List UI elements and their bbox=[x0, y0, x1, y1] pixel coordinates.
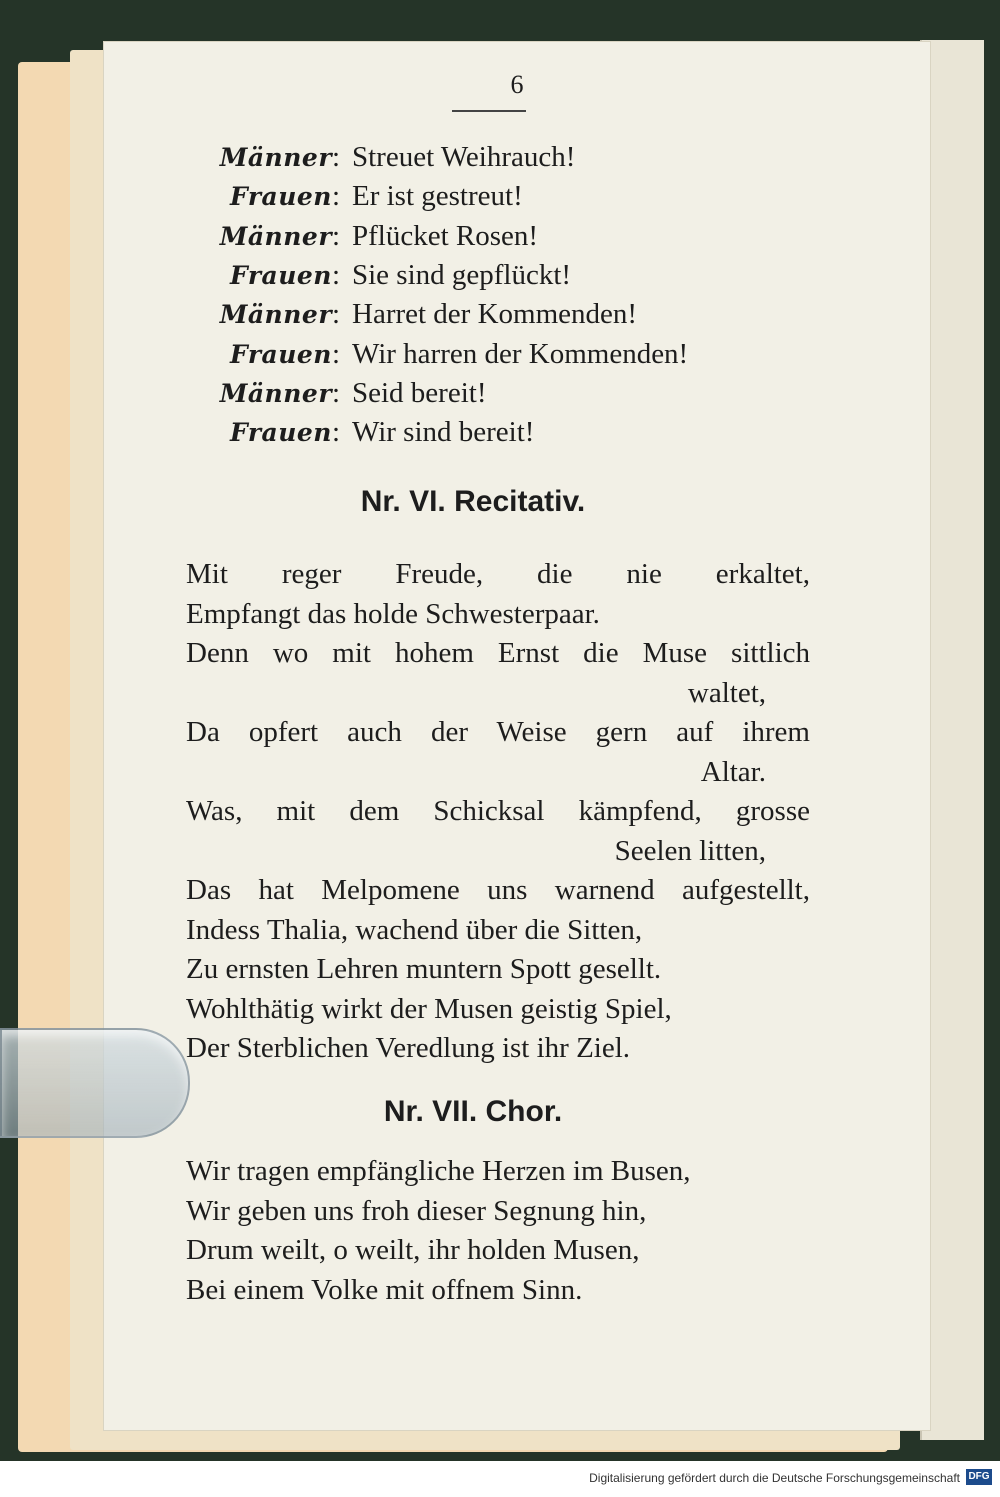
dialog-text: Seid bereit! bbox=[352, 376, 487, 409]
verse-line: Zu ernsten Lehren muntern Spott gesellt. bbox=[186, 953, 662, 985]
verse-line: Drum weilt, o weilt, ihr holden Musen, bbox=[186, 1234, 640, 1266]
verse-line: Wohlthätig wirkt der Musen geistig Spiel, bbox=[186, 992, 672, 1025]
speaker-label: Männer bbox=[219, 143, 332, 173]
dialog-text: Wir sind bereit! bbox=[352, 416, 535, 449]
speaker-label: Männer bbox=[219, 221, 332, 251]
dialog-line: Männer : Pflücket Rosen! bbox=[164, 217, 688, 256]
speaker-label: Männer bbox=[219, 378, 332, 408]
dialog-text: Harret der Kommenden! bbox=[352, 298, 638, 331]
verse-line: Mit reger Freude, die nie erkaltet, bbox=[186, 558, 810, 590]
verse-line: Denn wo mit hohem Ernst die Muse sittlich bbox=[186, 637, 810, 669]
footer-credit: Digitalisierung gefördert durch die Deutsche Forschungsgemeinschaft bbox=[589, 1471, 960, 1485]
dialog-line: Frauen : Wir harren der Kommenden! bbox=[164, 334, 688, 373]
page-number: 6 bbox=[510, 70, 524, 99]
section-heading-chor: Nr. VII. Chor. bbox=[383, 1095, 563, 1128]
verse-line-continuation: waltet, bbox=[687, 676, 766, 709]
recitativ-text bbox=[186, 555, 810, 1069]
dialog-line: Männer : Streuet Weihrauch! bbox=[164, 138, 688, 177]
speaker-label: Männer bbox=[219, 300, 332, 330]
speaker-label: Frauen bbox=[230, 418, 332, 448]
dialog-block bbox=[164, 138, 688, 452]
verse-line: Bei einem Volke mit offnem Sinn. bbox=[186, 1273, 583, 1306]
verse-line: Der Sterblichen Veredlung ist ihr Ziel. bbox=[186, 1032, 631, 1064]
verse-line: Indess Thalia, wachend über die Sitten, bbox=[186, 913, 643, 946]
verse-line: Das hat Melpomene uns warnend aufgestellt, bbox=[186, 874, 810, 906]
dialog-text: Sie sind gepflückt! bbox=[352, 259, 572, 292]
speaker-label: Frauen bbox=[230, 261, 332, 291]
section-heading-recitativ: Nr. VI. Recitativ. bbox=[360, 485, 586, 518]
verse-line: Wir tragen empfängliche Herzen im Busen, bbox=[186, 1155, 691, 1187]
dialog-text: Er ist gestreut! bbox=[352, 180, 523, 213]
dialog-line: Männer : Harret der Kommenden! bbox=[164, 295, 688, 334]
verse-line: Da opfert auch der Weise gern auf ihrem bbox=[186, 716, 810, 748]
speaker-label: Frauen bbox=[230, 339, 332, 369]
page-number-rule bbox=[452, 110, 526, 112]
chor-text bbox=[186, 1152, 810, 1310]
dialog-line: Frauen : Wir sind bereit! bbox=[164, 413, 688, 452]
dialog-text: Wir harren der Kommenden! bbox=[352, 337, 689, 370]
dialog-text: Streuet Weihrauch! bbox=[352, 141, 576, 174]
dialog-line: Frauen : Er ist gestreut! bbox=[164, 177, 688, 216]
verse-line: Wir geben uns froh dieser Segnung hin, bbox=[186, 1194, 647, 1227]
book-page bbox=[104, 42, 930, 1430]
glass-page-weight bbox=[0, 1028, 190, 1138]
dialog-text: Pflücket Rosen! bbox=[352, 219, 539, 252]
verse-line: Was, mit dem Schicksal kämpfend, grosse bbox=[186, 795, 810, 827]
verse-line-continuation: Seelen litten, bbox=[614, 834, 766, 867]
verse-line: Empfangt das holde Schwesterpaar. bbox=[186, 597, 600, 630]
speaker-label: Frauen bbox=[230, 182, 332, 212]
dialog-line: Männer : Seid bereit! bbox=[164, 374, 688, 413]
verse-line-continuation: Altar. bbox=[700, 755, 766, 788]
dfg-logo: DFG bbox=[966, 1469, 992, 1485]
digitization-footer bbox=[0, 1461, 1000, 1497]
dialog-line: Frauen : Sie sind gepflückt! bbox=[164, 256, 688, 295]
